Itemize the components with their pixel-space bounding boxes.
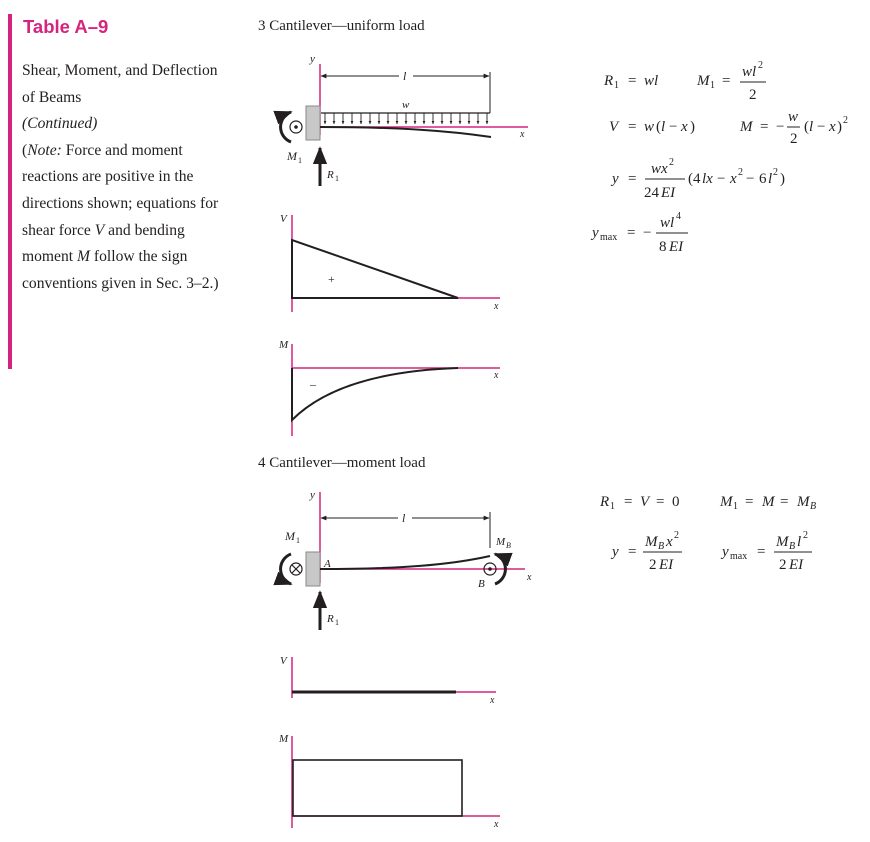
svg-text:1: 1 — [610, 501, 615, 512]
svg-text:wl: wl — [742, 64, 757, 80]
svg-text:2: 2 — [749, 87, 757, 103]
svg-text:2: 2 — [649, 557, 657, 573]
case4-moment-diagram — [278, 733, 500, 830]
svg-text:EI: EI — [669, 239, 684, 255]
case3-moment-sign: – — [310, 377, 316, 391]
svg-text:x: x — [730, 171, 737, 187]
svg-text:max: max — [730, 551, 748, 562]
svg-text:(4: (4 — [688, 171, 701, 187]
case3-reaction-label: R — [327, 169, 334, 181]
eq-ymax — [590, 211, 688, 255]
svg-text:−: − — [817, 119, 826, 135]
svg-text:M: M — [776, 534, 789, 550]
case4-m-label: M — [279, 733, 289, 745]
case3-wall-support — [306, 106, 320, 140]
svg-text:−: − — [643, 225, 652, 241]
svg-text:=: = — [745, 494, 754, 510]
svg-text:M: M — [697, 73, 710, 89]
svg-text:l: l — [797, 534, 802, 550]
case3-v-label: V — [280, 213, 287, 225]
case3-shear-triangle — [292, 240, 458, 298]
svg-text:−: − — [746, 171, 755, 187]
case4-wall-support — [306, 552, 320, 586]
case4-point-a: A — [324, 558, 331, 570]
caption-title: Shear, Moment, and Deflection of Beams — [22, 62, 218, 106]
svg-text:1: 1 — [614, 80, 619, 91]
case4-beam-diagram — [281, 489, 532, 630]
case3-moment-diagram — [278, 339, 500, 436]
eq-y — [610, 157, 785, 201]
svg-text:=: = — [628, 171, 637, 187]
svg-text:wl: wl — [644, 73, 659, 89]
note-paren: ( — [22, 141, 28, 159]
svg-text:2: 2 — [843, 115, 848, 126]
svg-text:l: l — [768, 171, 773, 187]
svg-text:max: max — [600, 232, 618, 243]
svg-text:M: M — [645, 534, 658, 550]
eq-r1 — [603, 73, 658, 91]
svg-text:−: − — [669, 119, 678, 135]
case3-moment-label: M — [287, 149, 297, 163]
note-label: Note: — [27, 141, 62, 159]
svg-text:=: = — [624, 494, 633, 510]
case3-moment-curve — [292, 368, 458, 420]
table-title: Table A–9 — [23, 16, 109, 37]
svg-text:y: y — [612, 544, 619, 560]
case4-reaction-sub: 1 — [335, 618, 339, 627]
svg-text:=: = — [627, 225, 636, 241]
svg-text:=: = — [780, 494, 789, 510]
case3-beam-diagram — [281, 53, 528, 186]
case3-y-label: y — [310, 53, 315, 65]
case3-length-label: l — [403, 69, 407, 83]
svg-text:M: M — [797, 494, 810, 510]
svg-text:1: 1 — [710, 80, 715, 91]
svg-text:x: x — [681, 119, 688, 135]
svg-text:M: M — [720, 494, 733, 510]
svg-text:=: = — [628, 119, 637, 135]
case4-y-label: y — [310, 489, 315, 501]
case3-shear-sign: + — [328, 272, 335, 286]
case4-moment-rectangle — [293, 760, 462, 816]
svg-text:w: w — [644, 119, 655, 135]
svg-text:): ) — [780, 171, 785, 187]
case3-equations — [590, 60, 848, 255]
note-var-m: M — [77, 248, 91, 266]
case4-length-label: l — [402, 511, 406, 525]
caption-continued: (Continued) — [22, 115, 98, 133]
svg-text:=: = — [760, 119, 769, 135]
svg-text:y: y — [722, 544, 729, 560]
svg-text:=: = — [757, 544, 766, 560]
case3-load-label: w — [402, 99, 410, 111]
svg-text:R: R — [600, 494, 610, 510]
svg-text:=: = — [656, 494, 665, 510]
svg-text:x: x — [829, 119, 836, 135]
svg-text:y: y — [612, 171, 619, 187]
svg-text:2: 2 — [758, 60, 763, 71]
svg-text:B: B — [810, 501, 817, 512]
case4-moment-b-sub: B — [506, 541, 511, 550]
case4-reaction-label: R — [327, 613, 334, 625]
note-text-1: Force and moment reactions are positive in the directions shown; equations for shear force — [22, 141, 219, 239]
case4-x-label: x — [527, 572, 532, 583]
svg-text:0: 0 — [672, 494, 680, 510]
case4-m-x-label: x — [494, 819, 499, 830]
case3-v-x-label: x — [494, 301, 499, 312]
case4-v-label: V — [280, 655, 287, 667]
svg-text:wl: wl — [660, 215, 675, 231]
eq4-line1 — [599, 494, 816, 512]
svg-text:x: x — [666, 534, 673, 550]
case3-moment-sub: 1 — [298, 156, 302, 165]
svg-text:): ) — [837, 119, 842, 135]
eq-m — [739, 109, 848, 147]
case4-moment-b-label: M — [496, 536, 506, 548]
svg-text:EI: EI — [661, 185, 676, 201]
case4-point-b: B — [478, 578, 485, 590]
case4-moment-label: M — [285, 529, 295, 543]
svg-text:B: B — [658, 541, 665, 552]
eq-v — [609, 119, 695, 135]
svg-text:M: M — [762, 494, 775, 510]
note-text-3: follow the sign conventions given in Sec. 3–2.) — [22, 248, 219, 292]
svg-text:M: M — [740, 119, 753, 135]
svg-text:R: R — [604, 73, 614, 89]
svg-text:w: w — [788, 109, 799, 125]
svg-text:l: l — [809, 119, 814, 135]
svg-text:=: = — [628, 544, 637, 560]
svg-text:2: 2 — [669, 157, 674, 168]
svg-text:2: 2 — [738, 167, 743, 178]
svg-text:EI: EI — [789, 557, 804, 573]
case3-load-arrows — [325, 113, 487, 124]
svg-text:2: 2 — [773, 167, 778, 178]
case3-title: 3 Cantilever—uniform load — [258, 18, 425, 34]
case3-reaction-sub: 1 — [335, 174, 339, 183]
svg-text:8: 8 — [659, 239, 667, 255]
svg-text:(: ( — [656, 119, 661, 135]
svg-text:wx: wx — [651, 161, 668, 177]
svg-text:V: V — [640, 494, 650, 510]
case3-m-label: M — [279, 339, 289, 351]
svg-text:): ) — [690, 119, 695, 135]
svg-text:lx: lx — [702, 171, 713, 187]
case4-title: 4 Cantilever—moment load — [258, 455, 426, 471]
svg-text:y: y — [592, 225, 599, 241]
svg-text:V: V — [609, 119, 619, 135]
svg-text:4: 4 — [676, 211, 681, 222]
svg-text:EI: EI — [659, 557, 674, 573]
svg-text:1: 1 — [733, 501, 738, 512]
svg-text:−: − — [717, 171, 726, 187]
svg-text:(: ( — [804, 119, 809, 135]
eq4-ymax — [720, 530, 812, 573]
case4-deflection-curve — [320, 556, 490, 569]
svg-text:=: = — [722, 73, 731, 89]
case3-x-label: x — [520, 129, 525, 140]
case4-moment-sub: 1 — [296, 536, 300, 545]
case3-m-x-label: x — [494, 370, 499, 381]
svg-text:6: 6 — [759, 171, 767, 187]
case4-v-x-label: x — [490, 695, 495, 706]
svg-text:2: 2 — [803, 530, 808, 541]
note-text-2: and bending moment — [22, 221, 185, 266]
svg-text:2: 2 — [674, 530, 679, 541]
svg-text:24: 24 — [644, 185, 659, 201]
eq-m1 — [696, 60, 766, 103]
svg-text:=: = — [628, 73, 637, 89]
svg-text:l: l — [661, 119, 666, 135]
case4-equations — [599, 494, 816, 573]
eq4-y — [610, 530, 682, 573]
case4-shear-diagram — [280, 655, 496, 706]
note-var-v: V — [94, 221, 105, 239]
svg-text:−: − — [776, 119, 785, 135]
svg-text:B: B — [789, 541, 796, 552]
case3-deflection-curve — [320, 127, 491, 137]
svg-text:2: 2 — [790, 131, 798, 147]
svg-text:2: 2 — [779, 557, 787, 573]
case3-shear-diagram — [280, 213, 500, 312]
